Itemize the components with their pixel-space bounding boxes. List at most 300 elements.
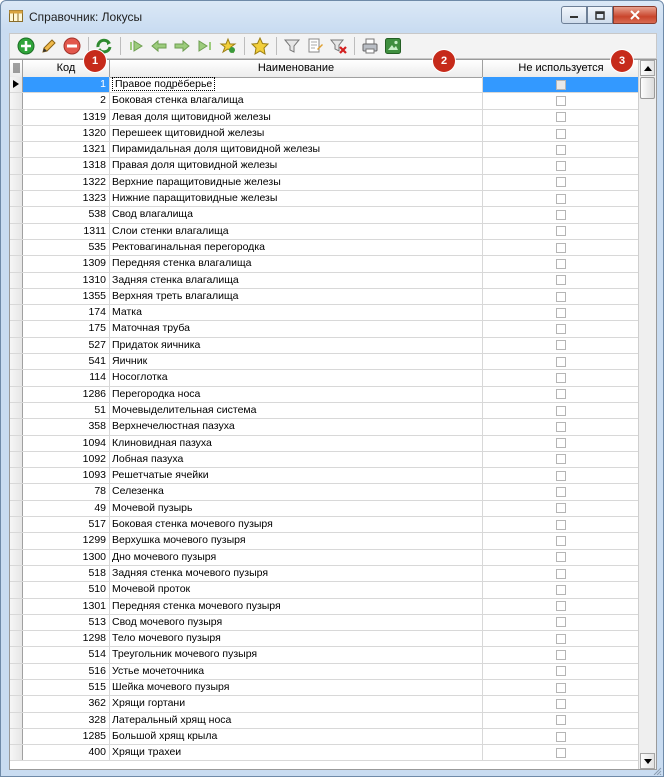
- table-row[interactable]: [10, 370, 640, 386]
- table-row[interactable]: [10, 647, 640, 663]
- column-chooser-icon: [12, 63, 21, 73]
- unused-checkbox[interactable]: [556, 210, 566, 220]
- cell-code[interactable]: 328: [23, 713, 110, 728]
- cell-code[interactable]: 1300: [23, 550, 110, 565]
- unused-checkbox[interactable]: [556, 683, 566, 693]
- column-header-unused[interactable]: Не используется: [483, 60, 640, 77]
- first-button[interactable]: [126, 36, 146, 56]
- unused-checkbox[interactable]: [556, 161, 566, 171]
- filter-edit-icon: [306, 37, 324, 55]
- row-indicator[interactable]: [10, 289, 23, 304]
- cell-code[interactable]: 174: [23, 305, 110, 320]
- unused-checkbox[interactable]: [556, 194, 566, 204]
- cell-name[interactable]: [110, 631, 483, 646]
- unused-checkbox[interactable]: [556, 569, 566, 579]
- cell-code[interactable]: 1319: [23, 110, 110, 125]
- unused-checkbox[interactable]: [556, 292, 566, 302]
- unused-checkbox[interactable]: [556, 226, 566, 236]
- row-indicator[interactable]: [10, 631, 23, 646]
- resize-grip-icon[interactable]: [652, 767, 662, 775]
- bookmark-button[interactable]: [218, 36, 238, 56]
- table-row[interactable]: [10, 126, 640, 142]
- maximize-button[interactable]: [587, 6, 613, 24]
- unused-checkbox[interactable]: [556, 177, 566, 187]
- row-indicator[interactable]: [10, 403, 23, 418]
- cell-code[interactable]: 78: [23, 484, 110, 499]
- row-indicator[interactable]: [10, 436, 23, 451]
- cell-unused: [483, 550, 640, 565]
- row-indicator[interactable]: [10, 680, 23, 695]
- cell-code[interactable]: 114: [23, 370, 110, 385]
- row-indicator[interactable]: [10, 305, 23, 320]
- cell-code[interactable]: 541: [23, 354, 110, 369]
- grid-rows: [10, 77, 640, 761]
- unused-checkbox[interactable]: [556, 438, 566, 448]
- table-row[interactable]: [10, 142, 640, 158]
- export-button[interactable]: [383, 36, 403, 56]
- edit-button[interactable]: [39, 36, 59, 56]
- cell-name-text: Тело мочевого пузыря: [112, 632, 221, 645]
- add-icon: [17, 37, 35, 55]
- table-row[interactable]: [10, 77, 640, 93]
- cell-code[interactable]: 510: [23, 582, 110, 597]
- unused-checkbox[interactable]: [556, 406, 566, 416]
- row-indicator[interactable]: [10, 387, 23, 402]
- cell-name-text: Яичник: [112, 355, 148, 368]
- cell-name[interactable]: [110, 550, 483, 565]
- table-row[interactable]: [10, 175, 640, 191]
- table-row[interactable]: [10, 501, 640, 517]
- cell-code[interactable]: 1093: [23, 468, 110, 483]
- unused-checkbox[interactable]: [556, 357, 566, 367]
- table-row[interactable]: [10, 484, 640, 500]
- column-header-code[interactable]: Код: [23, 60, 110, 77]
- cell-code[interactable]: 1318: [23, 158, 110, 173]
- table-row[interactable]: [10, 517, 640, 533]
- cell-name[interactable]: [110, 647, 483, 662]
- row-indicator[interactable]: [10, 566, 23, 581]
- cell-name-text: Селезенка: [112, 485, 164, 498]
- unused-checkbox[interactable]: [556, 634, 566, 644]
- table-row[interactable]: [10, 93, 640, 109]
- cell-code[interactable]: 1299: [23, 533, 110, 548]
- cell-unused: [483, 729, 640, 744]
- unused-checkbox[interactable]: [556, 471, 566, 481]
- unused-checkbox[interactable]: [556, 650, 566, 660]
- cell-unused: [483, 142, 640, 157]
- cell-code[interactable]: 2: [23, 93, 110, 108]
- cell-unused: [483, 680, 640, 695]
- unused-checkbox[interactable]: [556, 699, 566, 709]
- cell-code[interactable]: 515: [23, 680, 110, 695]
- cell-name[interactable]: [110, 338, 483, 353]
- row-indicator[interactable]: [10, 745, 23, 760]
- row-indicator[interactable]: [10, 240, 23, 255]
- cell-name[interactable]: [110, 745, 483, 760]
- cell-name[interactable]: [110, 501, 483, 516]
- table-row[interactable]: [10, 387, 640, 403]
- cell-name-text: Мочевыделительная система: [112, 403, 257, 416]
- cell-unused: [483, 615, 640, 630]
- row-indicator[interactable]: [10, 582, 23, 597]
- cell-name[interactable]: [110, 533, 483, 548]
- cell-name[interactable]: [110, 582, 483, 597]
- cell-unused: [483, 240, 640, 255]
- cell-name[interactable]: [110, 566, 483, 581]
- cell-unused: [483, 224, 640, 239]
- row-indicator[interactable]: [10, 207, 23, 222]
- row-indicator[interactable]: [10, 370, 23, 385]
- cell-name-text: Решетчатые ячейки: [112, 469, 209, 482]
- cell-name-text: Устье мочеточника: [112, 664, 205, 677]
- filter-button[interactable]: [282, 36, 302, 56]
- cell-name[interactable]: [110, 680, 483, 695]
- print-button[interactable]: [360, 36, 380, 56]
- cell-name-text: Лобная пазуха: [112, 452, 184, 465]
- cell-name[interactable]: [110, 517, 483, 532]
- data-grid[interactable]: [9, 59, 657, 770]
- table-row[interactable]: [10, 321, 640, 337]
- table-row[interactable]: [10, 273, 640, 289]
- cell-unused: [483, 582, 640, 597]
- annotation-badge-1: 1: [84, 50, 106, 72]
- row-indicator[interactable]: [10, 110, 23, 125]
- table-icon: [9, 10, 23, 22]
- row-indicator[interactable]: [10, 729, 23, 744]
- unused-checkbox[interactable]: [556, 389, 566, 399]
- unused-checkbox[interactable]: [556, 112, 566, 122]
- scroll-up-button[interactable]: [640, 60, 655, 76]
- row-indicator[interactable]: [10, 354, 23, 369]
- cell-unused: [483, 338, 640, 353]
- cell-unused: [483, 158, 640, 173]
- table-row[interactable]: [10, 158, 640, 174]
- row-indicator[interactable]: [10, 321, 23, 336]
- cell-unused: [483, 696, 640, 711]
- row-indicator[interactable]: [10, 452, 23, 467]
- cell-code[interactable]: 517: [23, 517, 110, 532]
- table-row[interactable]: [10, 240, 640, 256]
- cell-name[interactable]: [110, 468, 483, 483]
- column-chooser-button[interactable]: [10, 60, 23, 77]
- table-row[interactable]: [10, 566, 640, 582]
- cell-name[interactable]: [110, 664, 483, 679]
- table-row[interactable]: [10, 729, 640, 745]
- unused-checkbox[interactable]: [556, 80, 566, 90]
- cell-unused: [483, 599, 640, 614]
- cell-name[interactable]: [110, 191, 483, 206]
- add-button[interactable]: [16, 36, 36, 56]
- cell-name[interactable]: [110, 387, 483, 402]
- cell-name[interactable]: [110, 599, 483, 614]
- unused-checkbox[interactable]: [556, 308, 566, 318]
- cell-name[interactable]: [110, 110, 483, 125]
- cell-code[interactable]: 1286: [23, 387, 110, 402]
- row-indicator[interactable]: [10, 419, 23, 434]
- cell-code[interactable]: 1298: [23, 631, 110, 646]
- cell-code[interactable]: 527: [23, 338, 110, 353]
- cell-name[interactable]: [110, 256, 483, 271]
- unused-checkbox[interactable]: [556, 275, 566, 285]
- bookmark-icon: [219, 37, 237, 55]
- cell-name[interactable]: [110, 403, 483, 418]
- row-indicator[interactable]: [10, 501, 23, 516]
- row-indicator[interactable]: [10, 647, 23, 662]
- cell-name-text: Верхушка мочевого пузыря: [112, 534, 246, 547]
- delete-button[interactable]: [62, 36, 82, 56]
- unused-checkbox[interactable]: [556, 422, 566, 432]
- cell-code[interactable]: 1094: [23, 436, 110, 451]
- cell-name[interactable]: [110, 158, 483, 173]
- row-indicator[interactable]: [10, 175, 23, 190]
- cell-name[interactable]: [110, 289, 483, 304]
- unused-checkbox[interactable]: [556, 585, 566, 595]
- cell-code[interactable]: 1322: [23, 175, 110, 190]
- row-indicator[interactable]: [10, 550, 23, 565]
- row-indicator[interactable]: [10, 158, 23, 173]
- unused-checkbox[interactable]: [556, 145, 566, 155]
- cell-code[interactable]: 514: [23, 647, 110, 662]
- table-row[interactable]: [10, 436, 640, 452]
- minimize-button[interactable]: [561, 6, 587, 24]
- cell-unused: [483, 631, 640, 646]
- cell-unused: [483, 387, 640, 402]
- table-row[interactable]: [10, 680, 640, 696]
- cell-unused: [483, 517, 640, 532]
- table-row[interactable]: [10, 289, 640, 305]
- table-row[interactable]: [10, 599, 640, 615]
- cell-name[interactable]: [110, 77, 483, 92]
- column-header-name[interactable]: Наименование: [110, 60, 483, 77]
- cell-code[interactable]: 1355: [23, 289, 110, 304]
- cell-name-text: Левая доля щитовидной железы: [112, 110, 271, 123]
- cell-code[interactable]: 49: [23, 501, 110, 516]
- cell-name-text: Свод мочевого пузыря: [112, 615, 223, 628]
- cell-code[interactable]: 513: [23, 615, 110, 630]
- row-indicator[interactable]: [10, 191, 23, 206]
- cell-name[interactable]: [110, 370, 483, 385]
- cell-name-text: Мочевой пузырь: [112, 501, 193, 514]
- cell-code[interactable]: 1310: [23, 273, 110, 288]
- favorite-icon: [251, 37, 269, 55]
- row-indicator[interactable]: [10, 615, 23, 630]
- cell-name[interactable]: [110, 93, 483, 108]
- cell-name-text: Правое подрёберье: [112, 77, 215, 91]
- prev-icon: [150, 37, 168, 55]
- cell-code[interactable]: 51: [23, 403, 110, 418]
- table-row[interactable]: [10, 419, 640, 435]
- next-button[interactable]: [172, 36, 192, 56]
- table-row[interactable]: [10, 338, 640, 354]
- table-row[interactable]: [10, 550, 640, 566]
- cell-unused: [483, 273, 640, 288]
- unused-checkbox[interactable]: [556, 552, 566, 562]
- unused-checkbox[interactable]: [556, 324, 566, 334]
- unused-checkbox[interactable]: [556, 732, 566, 742]
- cell-name-text: Матка: [112, 306, 142, 319]
- row-indicator[interactable]: [10, 142, 23, 157]
- unused-checkbox[interactable]: [556, 617, 566, 627]
- vertical-scrollbar[interactable]: [638, 60, 656, 769]
- cell-name-text: Передняя стенка влагалища: [112, 257, 252, 270]
- cell-code[interactable]: 1320: [23, 126, 110, 141]
- close-button[interactable]: [613, 6, 657, 24]
- table-row[interactable]: [10, 191, 640, 207]
- table-row[interactable]: [10, 533, 640, 549]
- cell-code[interactable]: 1311: [23, 224, 110, 239]
- cell-name[interactable]: [110, 419, 483, 434]
- scroll-thumb[interactable]: [640, 77, 655, 99]
- table-row[interactable]: [10, 745, 640, 761]
- cell-code[interactable]: 538: [23, 207, 110, 222]
- row-indicator[interactable]: [10, 77, 23, 92]
- cell-code[interactable]: 516: [23, 664, 110, 679]
- cell-name[interactable]: [110, 729, 483, 744]
- unused-checkbox[interactable]: [556, 487, 566, 497]
- cell-name-text: Задняя стенка мочевого пузыря: [112, 566, 269, 579]
- cell-name-text: Треугольник мочевого пузыря: [112, 648, 258, 661]
- annotation-badge-2: 2: [433, 50, 455, 72]
- row-indicator[interactable]: [10, 713, 23, 728]
- row-indicator[interactable]: [10, 126, 23, 141]
- unused-checkbox[interactable]: [556, 129, 566, 139]
- cell-name[interactable]: [110, 484, 483, 499]
- unused-checkbox[interactable]: [556, 259, 566, 269]
- unused-checkbox[interactable]: [556, 666, 566, 676]
- toolbar-separator: [276, 37, 277, 55]
- table-row[interactable]: [10, 615, 640, 631]
- row-indicator[interactable]: [10, 533, 23, 548]
- cell-name[interactable]: [110, 305, 483, 320]
- cell-name-text: Верхняя треть влагалища: [112, 289, 239, 302]
- cell-name-text: Латеральный хрящ носа: [112, 713, 232, 726]
- row-indicator[interactable]: [10, 93, 23, 108]
- title-bar[interactable]: [1, 1, 663, 31]
- unused-checkbox[interactable]: [556, 748, 566, 758]
- cell-code[interactable]: 518: [23, 566, 110, 581]
- row-indicator[interactable]: [10, 224, 23, 239]
- cell-name[interactable]: [110, 126, 483, 141]
- cell-name[interactable]: [110, 207, 483, 222]
- table-row[interactable]: [10, 664, 640, 680]
- table-row[interactable]: [10, 713, 640, 729]
- cell-code[interactable]: 400: [23, 745, 110, 760]
- cell-name-text: Носоглотка: [112, 371, 168, 384]
- last-button[interactable]: [195, 36, 215, 56]
- cell-code[interactable]: 1: [23, 77, 110, 92]
- table-row[interactable]: [10, 305, 640, 321]
- unused-checkbox[interactable]: [556, 96, 566, 106]
- cell-name-text: Боковая стенка влагалища: [112, 94, 244, 107]
- row-indicator[interactable]: [10, 696, 23, 711]
- cell-name-text: Хрящи гортани: [112, 697, 186, 710]
- favorite-button[interactable]: [250, 36, 270, 56]
- cell-name[interactable]: [110, 240, 483, 255]
- cell-name-text: Нижние паращитовидные железы: [112, 192, 278, 205]
- cell-name[interactable]: [110, 713, 483, 728]
- unused-checkbox[interactable]: [556, 715, 566, 725]
- cell-unused: [483, 256, 640, 271]
- unused-checkbox[interactable]: [556, 373, 566, 383]
- row-indicator[interactable]: [10, 599, 23, 614]
- cell-name[interactable]: [110, 273, 483, 288]
- table-row[interactable]: [10, 468, 640, 484]
- cell-name[interactable]: [110, 354, 483, 369]
- current-row-arrow-icon: [13, 80, 19, 88]
- table-row[interactable]: [10, 403, 640, 419]
- cell-code[interactable]: 1323: [23, 191, 110, 206]
- cell-unused: [483, 370, 640, 385]
- unused-checkbox[interactable]: [556, 454, 566, 464]
- cell-name[interactable]: [110, 436, 483, 451]
- cell-unused: [483, 468, 640, 483]
- unused-checkbox[interactable]: [556, 243, 566, 253]
- cell-code[interactable]: 362: [23, 696, 110, 711]
- table-row[interactable]: [10, 224, 640, 240]
- row-indicator[interactable]: [10, 517, 23, 532]
- cell-name[interactable]: [110, 452, 483, 467]
- cell-code[interactable]: 1301: [23, 599, 110, 614]
- table-row[interactable]: [10, 207, 640, 223]
- row-indicator[interactable]: [10, 664, 23, 679]
- unused-checkbox[interactable]: [556, 536, 566, 546]
- filter-edit-button[interactable]: [305, 36, 325, 56]
- prev-button[interactable]: [149, 36, 169, 56]
- row-indicator[interactable]: [10, 484, 23, 499]
- cell-code[interactable]: 1309: [23, 256, 110, 271]
- cell-code[interactable]: 1321: [23, 142, 110, 157]
- table-row[interactable]: [10, 354, 640, 370]
- cell-code[interactable]: 1285: [23, 729, 110, 744]
- unused-checkbox[interactable]: [556, 601, 566, 611]
- cell-name-text: Слои стенки влагалища: [112, 224, 229, 237]
- cell-unused: [483, 745, 640, 760]
- table-row[interactable]: [10, 631, 640, 647]
- row-indicator[interactable]: [10, 468, 23, 483]
- filter-clear-button[interactable]: [328, 36, 348, 56]
- row-indicator[interactable]: [10, 338, 23, 353]
- unused-checkbox[interactable]: [556, 503, 566, 513]
- row-indicator[interactable]: [10, 256, 23, 271]
- table-row[interactable]: [10, 256, 640, 272]
- table-row[interactable]: [10, 110, 640, 126]
- cell-code[interactable]: 1092: [23, 452, 110, 467]
- cell-name[interactable]: [110, 224, 483, 239]
- cell-name[interactable]: [110, 175, 483, 190]
- row-indicator[interactable]: [10, 273, 23, 288]
- cell-name[interactable]: [110, 321, 483, 336]
- toolbar: [9, 33, 657, 59]
- table-row[interactable]: [10, 696, 640, 712]
- table-row[interactable]: [10, 452, 640, 468]
- cell-code[interactable]: 535: [23, 240, 110, 255]
- cell-name[interactable]: [110, 142, 483, 157]
- cell-unused: [483, 191, 640, 206]
- cell-unused: [483, 93, 640, 108]
- cell-code[interactable]: 175: [23, 321, 110, 336]
- cell-unused: [483, 484, 640, 499]
- arrow-down-icon: [644, 759, 652, 764]
- unused-checkbox[interactable]: [556, 340, 566, 350]
- next-icon: [173, 37, 191, 55]
- cell-name[interactable]: [110, 696, 483, 711]
- cell-name[interactable]: [110, 615, 483, 630]
- cell-name-text: Ректовагинальная перегородка: [112, 240, 265, 253]
- unused-checkbox[interactable]: [556, 520, 566, 530]
- cell-code[interactable]: 358: [23, 419, 110, 434]
- cell-unused: [483, 664, 640, 679]
- table-row[interactable]: [10, 582, 640, 598]
